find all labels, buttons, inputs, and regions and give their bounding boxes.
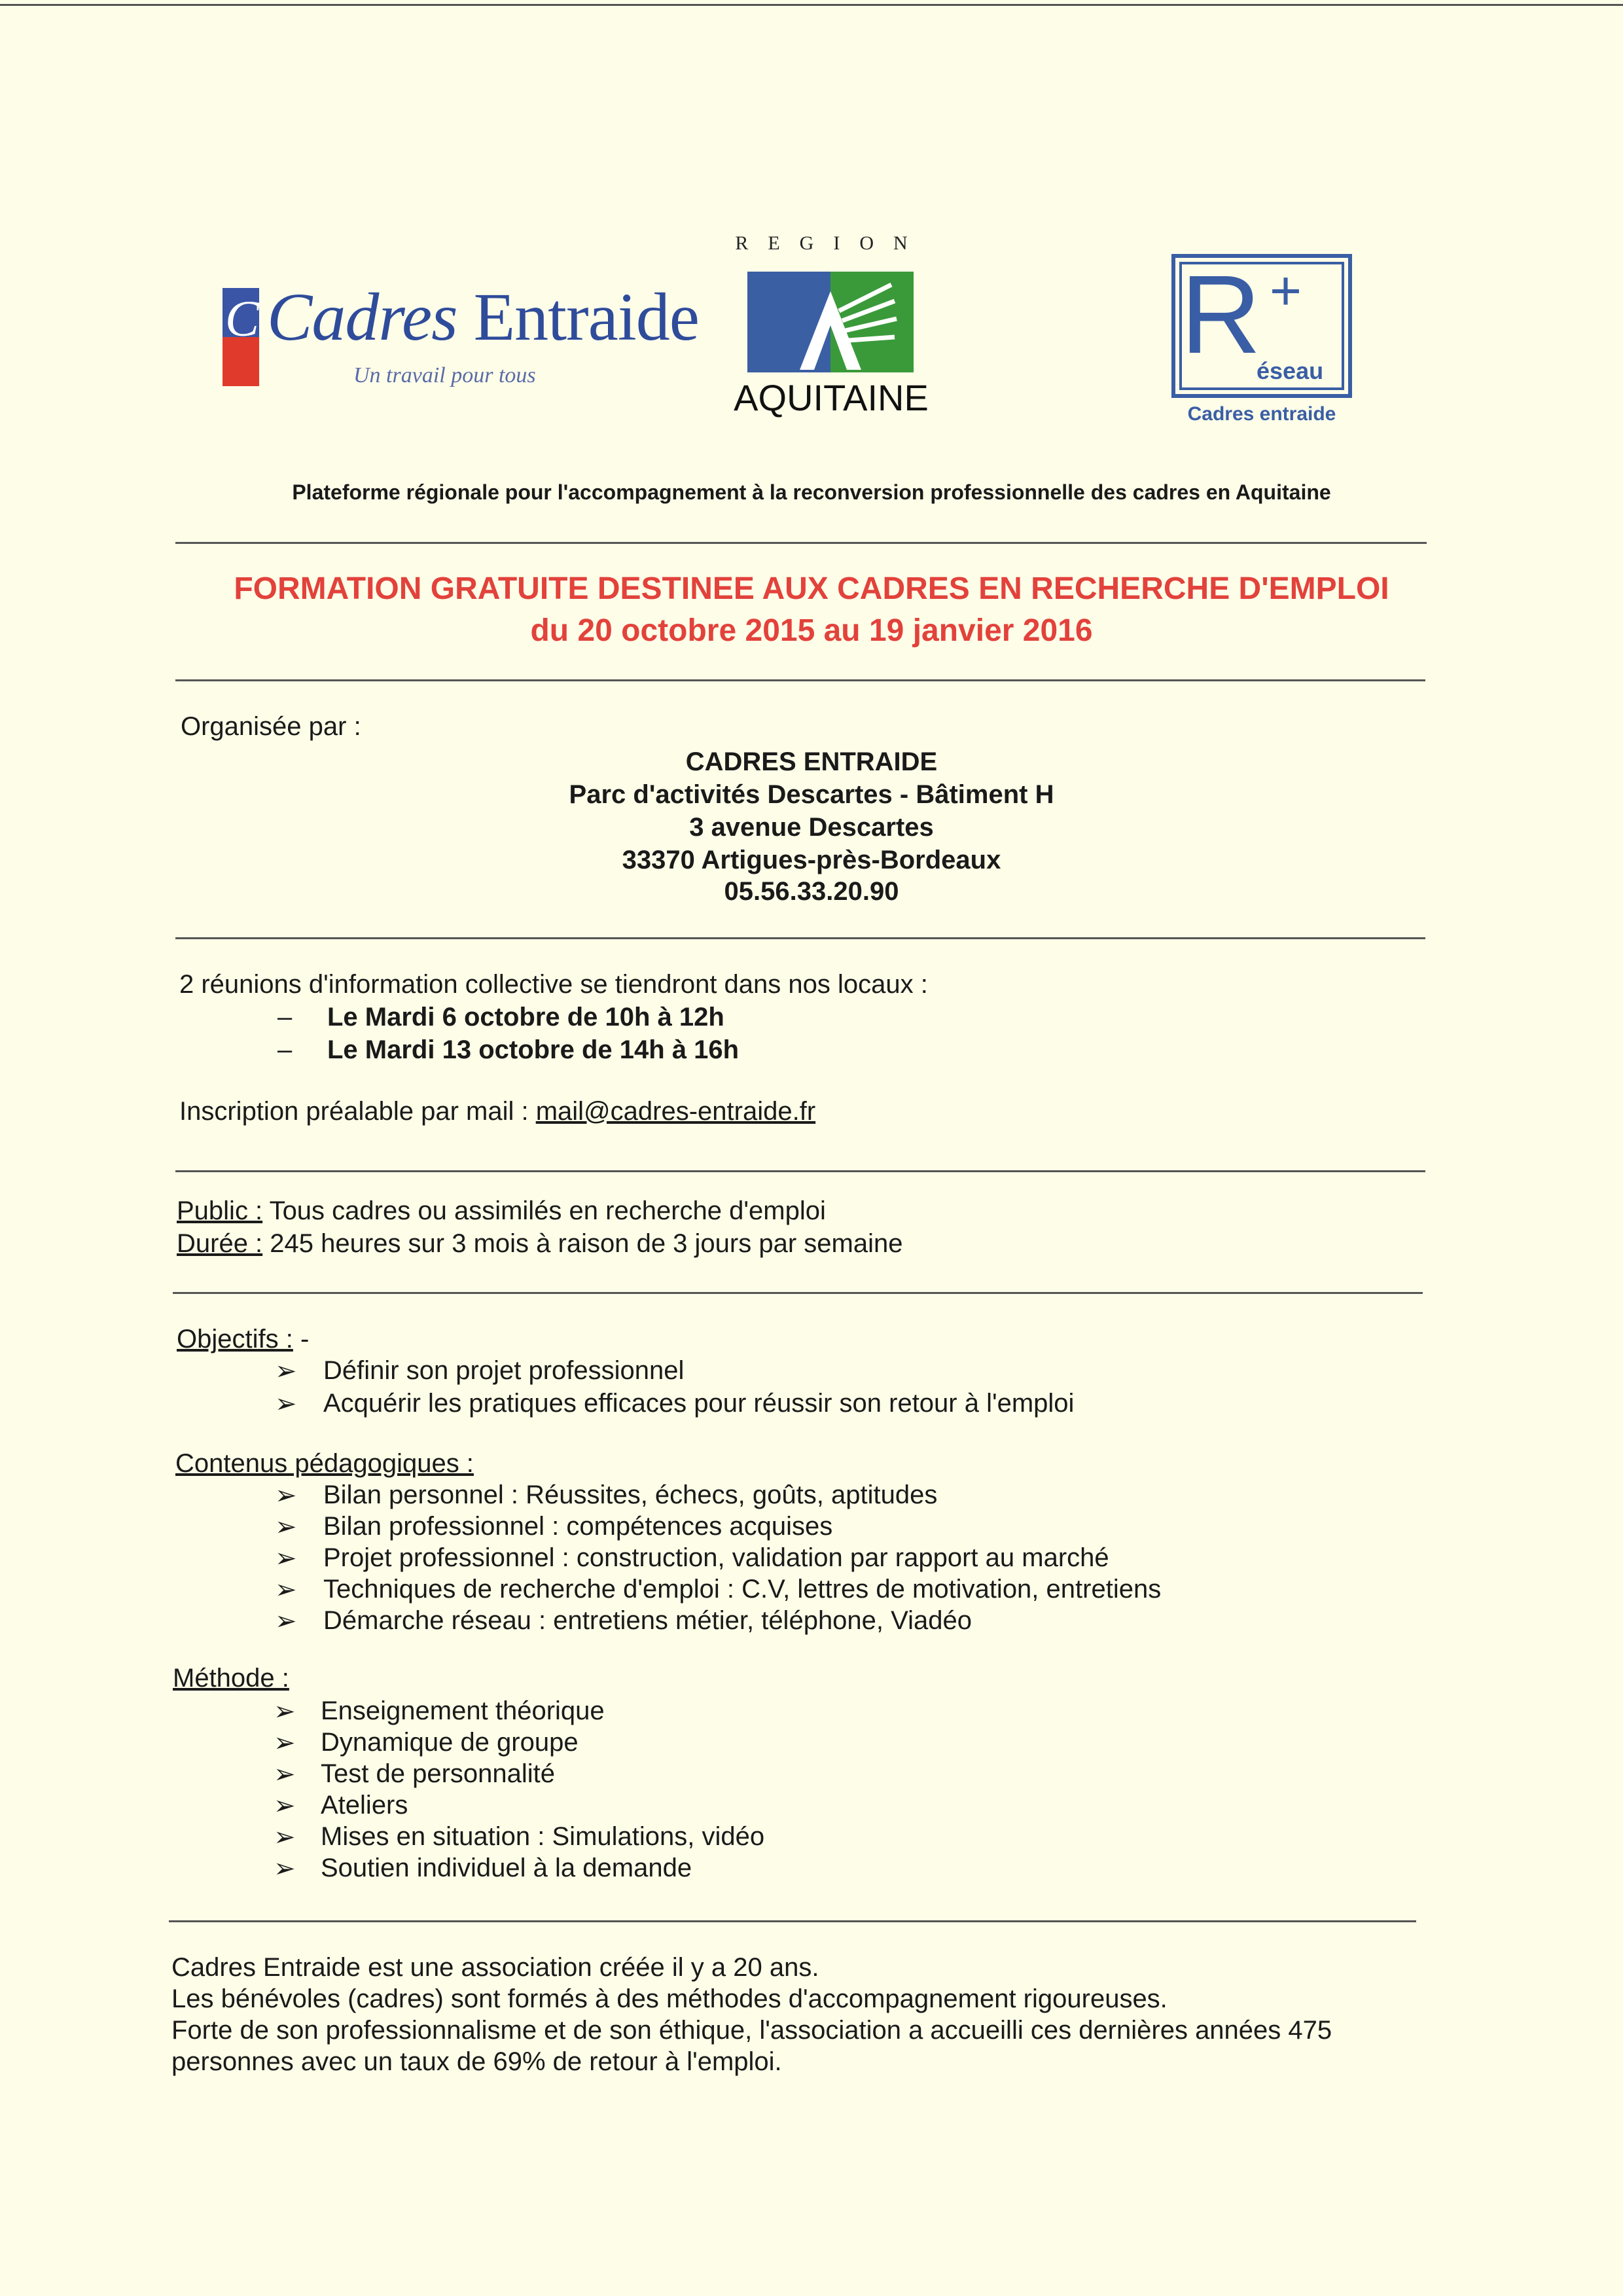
arrow-bullet-icon: ➢ [274, 1854, 296, 1883]
reseau-logo-r: R [1181, 253, 1261, 377]
public-text: Tous cadres ou assimilés en recherche d'emploi [262, 1196, 826, 1225]
divider [175, 937, 1425, 939]
arrow-bullet-icon: ➢ [275, 1390, 297, 1418]
footer-line: Cadres Entraide est une association créée il y a 20 ans. [171, 1953, 819, 1982]
objectif-item: Définir son projet professionnel [323, 1356, 685, 1385]
footer-line: personnes avec un taux de 69% de retour à l'emploi. [171, 2047, 782, 2076]
cadres-logo-tagline: Un travail pour tous [353, 363, 536, 387]
cadres-logo-name-rest: Entraide [457, 279, 699, 355]
divider [175, 542, 1427, 544]
inscription-line [179, 1097, 815, 1126]
headline-title: FORMATION GRATUITE DESTINEE AUX CADRES EN RECHERCHE D'EMPLOI [234, 571, 1389, 606]
footer-line: Les bénévoles (cadres) sont formés à des méthodes d'accompagnement rigoureuses. [171, 1984, 1168, 2013]
arrow-bullet-icon: ➢ [275, 1513, 297, 1541]
duree-text: 245 heures sur 3 mois à raison de 3 jours par semaine [262, 1229, 903, 1258]
organiser-phone: 05.56.33.20.90 [724, 877, 899, 906]
region-aquitaine-logo [733, 232, 929, 429]
cadres-logo-letter: C [225, 290, 260, 347]
cadres-logo-name [267, 278, 699, 356]
contenu-item: Bilan professionnel : compétences acquises [323, 1512, 833, 1541]
arrow-bullet-icon: ➢ [275, 1481, 297, 1510]
platform-subtitle: Plateforme régionale pour l'accompagnement à la reconversion professionnelle des cadres en Aquitaine [292, 480, 1331, 504]
methode-item: Soutien individuel à la demande [321, 1854, 692, 1882]
cadres-logo-name-italic: Cadres [267, 279, 457, 355]
methode-item: Mises en situation : Simulations, vidéo [321, 1822, 765, 1851]
divider [169, 1920, 1416, 1922]
region-logo-name: AQUITAINE [734, 377, 929, 418]
arrow-bullet-icon: ➢ [274, 1760, 296, 1789]
reseau-logo-subtitle: Cadres entraide [1187, 403, 1336, 425]
meeting-dash: – [277, 1003, 293, 1031]
contenu-item: Démarche réseau : entretiens métier, téléphone, Viadéo [323, 1606, 972, 1635]
region-logo-top-text: REGION [735, 232, 927, 254]
arrow-bullet-icon: ➢ [275, 1607, 297, 1636]
methode-item: Enseignement théorique [321, 1696, 605, 1725]
reseau-logo-word: éseau [1257, 357, 1324, 384]
footer-line: Forte de son professionnalisme et de son éthique, l'association a accueilli ces dernières années 475 [171, 2016, 1332, 2045]
methode-item: Dynamique de groupe [321, 1728, 579, 1757]
organiser-city: 33370 Artigues-près-Bordeaux [622, 846, 1001, 874]
arrow-bullet-icon: ➢ [274, 1729, 296, 1757]
objectifs-suffix: - [293, 1325, 310, 1354]
organiser-name: CADRES ENTRAIDE [685, 747, 938, 776]
cadres-entraide-logo [223, 259, 699, 403]
meeting-dash: – [277, 1035, 293, 1064]
duree-line [177, 1229, 902, 1259]
organiser-address-2: 3 avenue Descartes [689, 813, 934, 842]
divider [175, 679, 1425, 681]
headline-dates: du 20 octobre 2015 au 19 janvier 2016 [530, 613, 1093, 648]
organiser-label: Organisée par : [181, 712, 361, 741]
objectifs-label: Objectifs : [177, 1325, 293, 1354]
duree-label: Durée : [177, 1229, 263, 1258]
divider [173, 1292, 1423, 1294]
objectif-item: Acquérir les pratiques efficaces pour réussir son retour à l'emploi [323, 1389, 1075, 1418]
contenus-label: Contenus pédagogiques : [175, 1449, 474, 1478]
top-border-line [0, 4, 1623, 6]
arrow-bullet-icon: ➢ [274, 1823, 296, 1852]
arrow-bullet-icon: ➢ [275, 1357, 297, 1386]
arrow-bullet-icon: ➢ [275, 1575, 297, 1604]
contenu-item: Techniques de recherche d'emploi : C.V, lettres de motivation, entretiens [323, 1575, 1162, 1604]
objectifs-heading [177, 1325, 309, 1354]
methode-label: Méthode : [173, 1664, 289, 1693]
inscription-label: Inscription préalable par mail : [179, 1097, 536, 1126]
public-label: Public : [177, 1196, 263, 1225]
arrow-bullet-icon: ➢ [274, 1697, 296, 1726]
region-logo-emblem [747, 272, 914, 372]
cadres-logo-mark [223, 288, 259, 386]
divider [175, 1170, 1425, 1172]
organiser-address-1: Parc d'activités Descartes - Bâtiment H [569, 780, 1054, 809]
aquitaine-a-icon [747, 272, 914, 372]
arrow-bullet-icon: ➢ [275, 1544, 297, 1573]
contenu-item: Projet professionnel : construction, validation par rapport au marché [323, 1543, 1109, 1572]
public-line [177, 1196, 826, 1226]
meetings-intro: 2 réunions d'information collective se tiendront dans nos locaux : [179, 970, 928, 999]
methode-item: Ateliers [321, 1791, 408, 1820]
reseau-logo-plus: + [1270, 260, 1302, 321]
methode-item: Test de personnalité [321, 1759, 556, 1788]
reseau-logo [1171, 254, 1361, 431]
meeting-item: Le Mardi 6 octobre de 10h à 12h [327, 1003, 724, 1031]
email-link[interactable]: mail@cadres-entraide.fr [535, 1097, 816, 1126]
contenu-item: Bilan personnel : Réussites, échecs, goûts, aptitudes [323, 1480, 938, 1509]
arrow-bullet-icon: ➢ [274, 1791, 296, 1820]
meeting-item: Le Mardi 13 octobre de 14h à 16h [327, 1035, 740, 1064]
